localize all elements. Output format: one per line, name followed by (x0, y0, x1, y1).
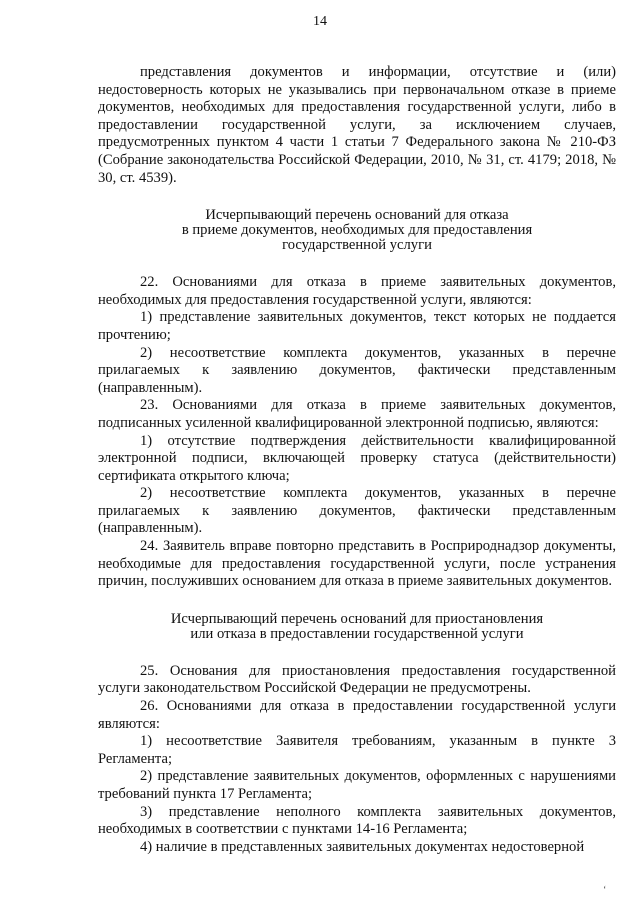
page-number: 14 (313, 14, 327, 29)
heading-line: государственной услуги (282, 237, 432, 254)
document-body (98, 64, 616, 856)
list-item-22-2: 2) несоответствие комплекта документов, указанных в перечне прилагаемых к заявлению документов, фактически представленным (направленным). (98, 344, 616, 396)
paragraph-26: 26. Основаниями для отказа в предоставлении государственной услуги являются: (98, 698, 616, 732)
list-item-26-2: 2) представление заявительных документов, оформленных с нарушениями требований пункта 17 Регламента; (98, 768, 616, 802)
heading-line: Исчерпывающий перечень оснований для приостановления (170, 610, 544, 627)
list-item-22-1: 1) представление заявительных документов, текст которых не поддается прочтению; (98, 309, 616, 343)
list-item-26-1: 1) несоответствие Заявителя требованиям, указанным в пункте 3 Регламента; (98, 733, 616, 767)
list-item-26-3: 3) представление неполного комплекта заявительных документов, необходимых в соответствии с пунктами 14-16 Регламента; (98, 803, 616, 838)
section-heading-refusal-acceptance (98, 208, 616, 253)
intro-paragraph: представления документов и информации, отсутствие и (или) недостоверность которых не указывались при первоначальном отказе в приеме документов, необходимых для предоставления государственной услуги, либо в предоставлении государственной услуги, за исключением случаев, предусмотренных пунктом 4 части 1 статьи 7 Федерального закона № 210-ФЗ (Собрание законодательства Российской Федерации, 2010, № 31, ст. 4179; 2018, № 30, ст. 4539). (98, 64, 616, 186)
paragraph-25: 25. Основания для приостановления предоставления государственной услуги законодательством Российской Федерации не предусмотрены. (98, 662, 616, 697)
paragraph-22: 22. Основаниями для отказа в приеме заявительных документов, необходимых для предоставления государственной услуги, являются: (98, 274, 616, 308)
list-item-23-1: 1) отсутствие подтверждения действительности квалифицированной электронной подписи, включающей проверку статуса (действительности) сертификата открытого ключа; (98, 432, 616, 484)
heading-line: в приеме документов, необходимых для предоставления (181, 222, 533, 239)
paragraph-23: 23. Основаниями для отказа в приеме заявительных документов, подписанных усиленной квалифицированной электронной подписью, являются: (98, 397, 616, 431)
list-item-23-2: 2) несоответствие комплекта документов, указанных в перечне прилагаемых к заявлению документов, фактически представленным (направленным). (98, 485, 616, 537)
heading-line: Исчерпывающий перечень оснований для отказа (205, 207, 509, 224)
heading-line: или отказа в предоставлении государственной услуги (190, 625, 524, 642)
scan-mark: ʻ (603, 885, 607, 896)
paragraph-24: 24. Заявитель вправе повторно представить в Росприроднадзор документы, необходимые для предоставления государственной услуги, после устранения причин, послуживших основанием для отказа в приеме заявительных документов. (98, 538, 616, 590)
list-item-26-4: 4) наличие в представленных заявительных документах недостоверной (140, 838, 585, 855)
section-heading-suspension-refusal (98, 612, 616, 642)
